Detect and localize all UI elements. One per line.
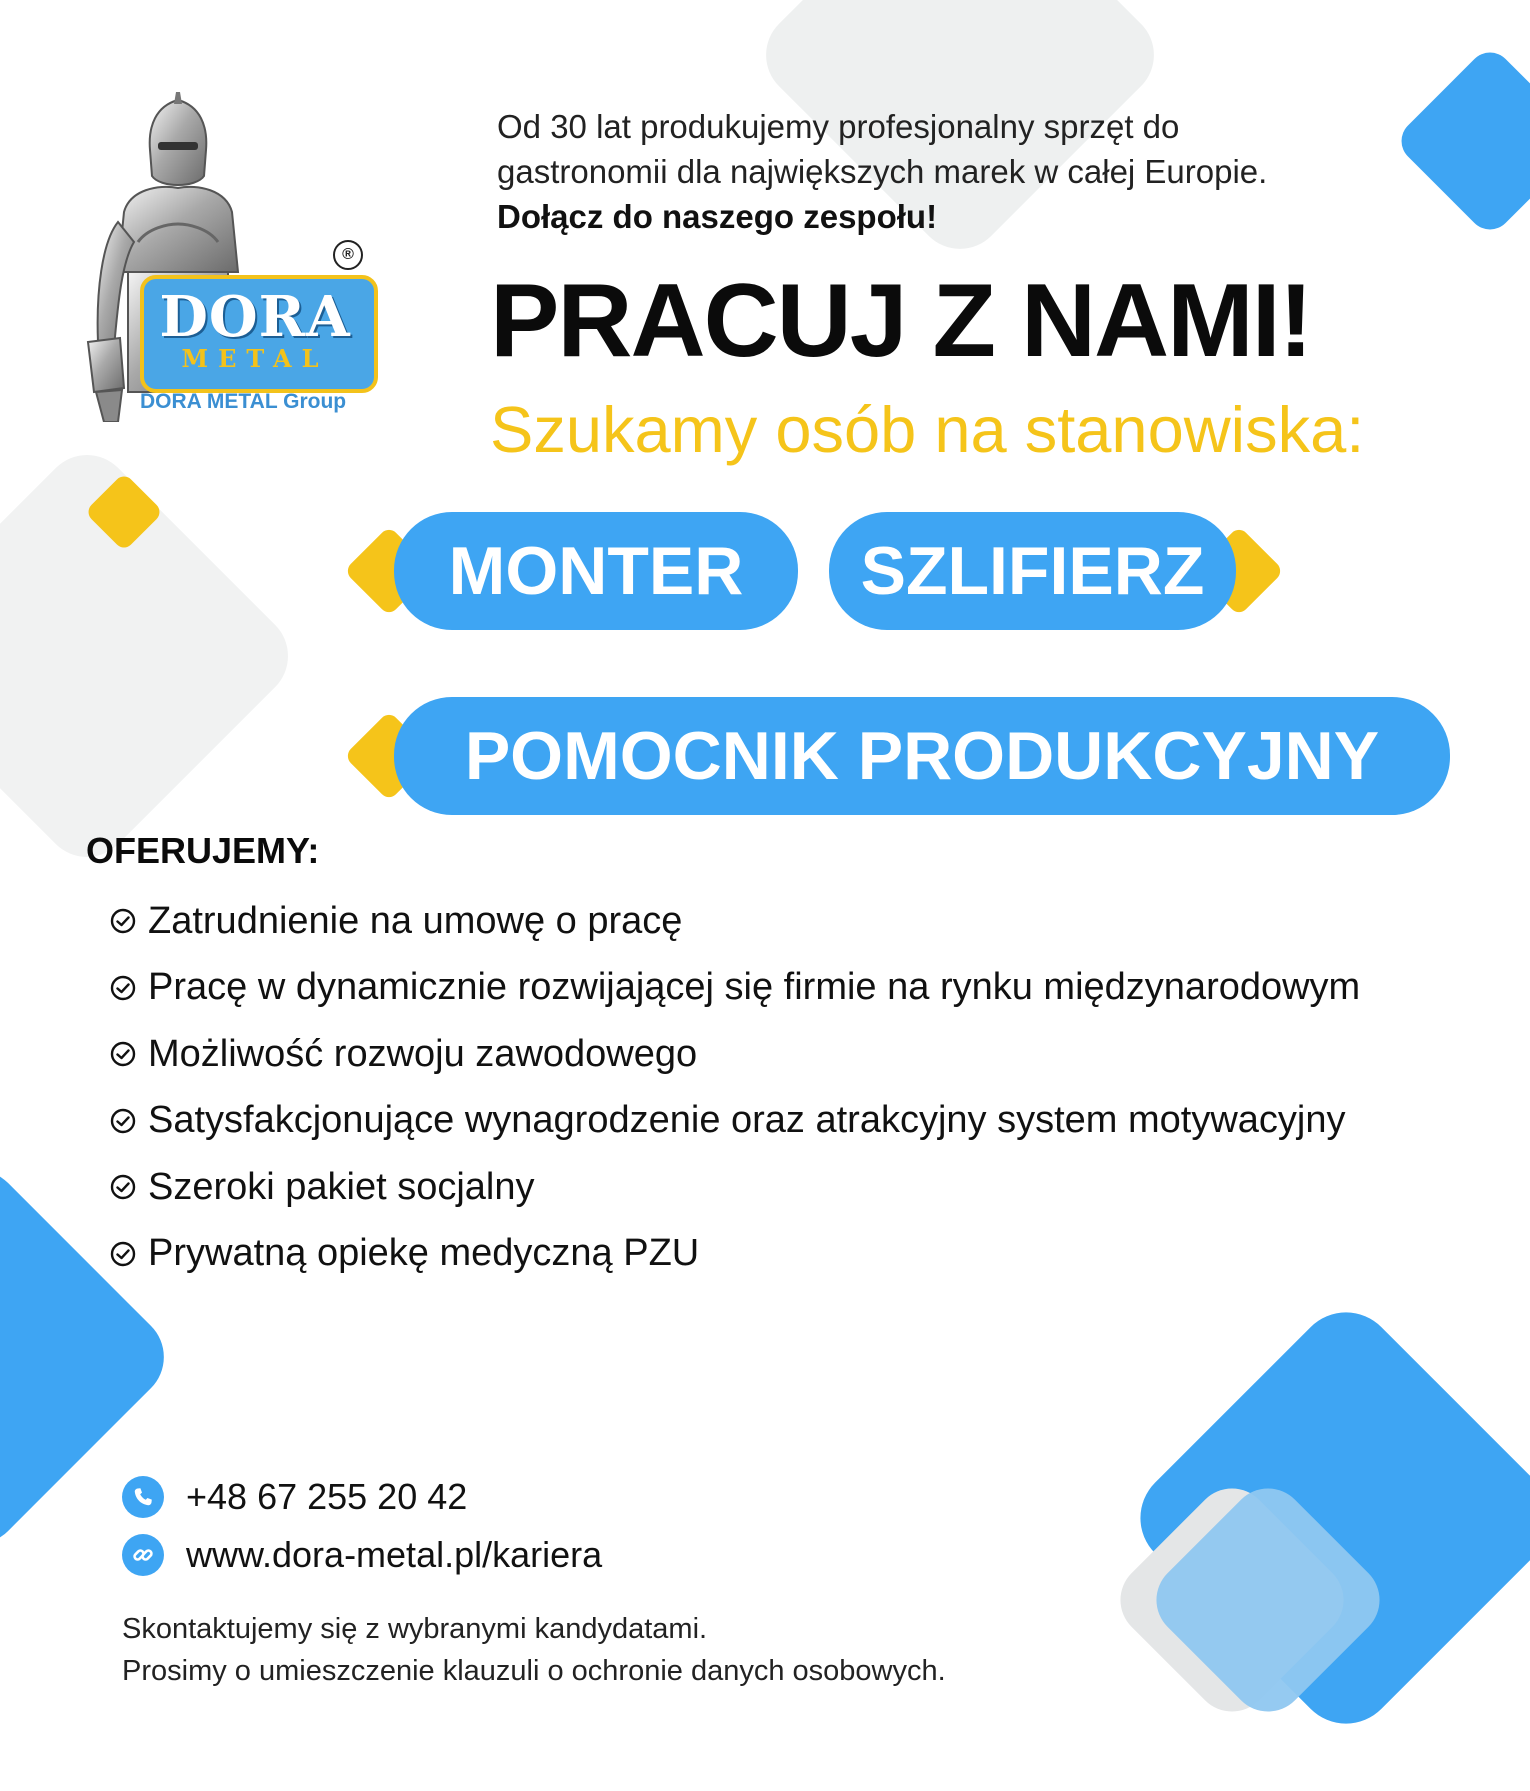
footer-line-1: Skontaktujemy się z wybranymi kandydatami. <box>122 1613 708 1645</box>
offer-text: Prywatną opiekę medyczną PZU <box>148 1232 700 1275</box>
check-icon <box>110 1108 136 1134</box>
intro-text <box>497 104 1377 239</box>
check-icon <box>110 908 136 934</box>
link-icon <box>122 1534 164 1576</box>
logo-brand: DORA <box>159 284 351 350</box>
list-item <box>110 1088 1360 1155</box>
intro-line-1: Od 30 lat produkujemy profesjonalny sprzęt do <box>497 108 1180 145</box>
list-item <box>110 888 1360 955</box>
contact-website[interactable] <box>122 1534 602 1576</box>
offer-text: Szeroki pakiet socjalny <box>148 1165 535 1208</box>
phone-number[interactable]: +48 67 255 20 42 <box>186 1476 468 1517</box>
intro-call-to-action: Dołącz do naszego zespołu! <box>497 198 938 235</box>
list-item <box>110 1154 1360 1221</box>
list-item <box>110 1221 1360 1288</box>
website-link[interactable]: www.dora-metal.pl/kariera <box>186 1534 603 1575</box>
phone-icon <box>122 1476 164 1518</box>
footer-line-2: Prosimy o umieszczenie klauzuli o ochronie danych osobowych. <box>122 1655 946 1687</box>
logo-group-name: DORA METAL Group <box>140 390 347 413</box>
logo-brand-sub: METAL <box>181 344 329 373</box>
list-item <box>110 955 1360 1022</box>
check-icon <box>110 1174 136 1200</box>
offer-text: Możliwość rozwoju zawodowego <box>148 1032 698 1075</box>
page-title: PRACUJ Z NAMI! <box>490 263 1312 379</box>
check-icon <box>110 1241 136 1267</box>
offers-list <box>110 888 1360 1287</box>
contact-phone[interactable] <box>122 1476 467 1518</box>
intro-line-2: gastronomii dla największych marek w całej Europie. <box>497 153 1268 190</box>
registered-mark: ® <box>333 240 363 270</box>
check-icon <box>110 975 136 1001</box>
offer-text: Zatrudnienie na umowę o pracę <box>148 899 683 942</box>
position-szlifierz: SZLIFIERZ <box>829 512 1236 630</box>
check-icon <box>110 1041 136 1067</box>
list-item <box>110 1021 1360 1088</box>
footer-note <box>122 1608 946 1692</box>
position-monter: MONTER <box>394 512 798 630</box>
offers-title: OFERUJEMY: <box>86 830 320 871</box>
page-subtitle: Szukamy osób na stanowiska: <box>490 393 1365 466</box>
offer-text: Pracę w dynamicznie rozwijającej się firmie na rynku międzynarodowym <box>148 966 1361 1009</box>
position-pomocnik-produkcyjny: POMOCNIK PRODUKCYJNY <box>394 697 1450 815</box>
decor-diamond-top-blue <box>1392 43 1530 238</box>
offer-text: Satysfakcjonujące wynagrodzenie oraz atrakcyjny system motywacyjny <box>148 1099 1346 1142</box>
